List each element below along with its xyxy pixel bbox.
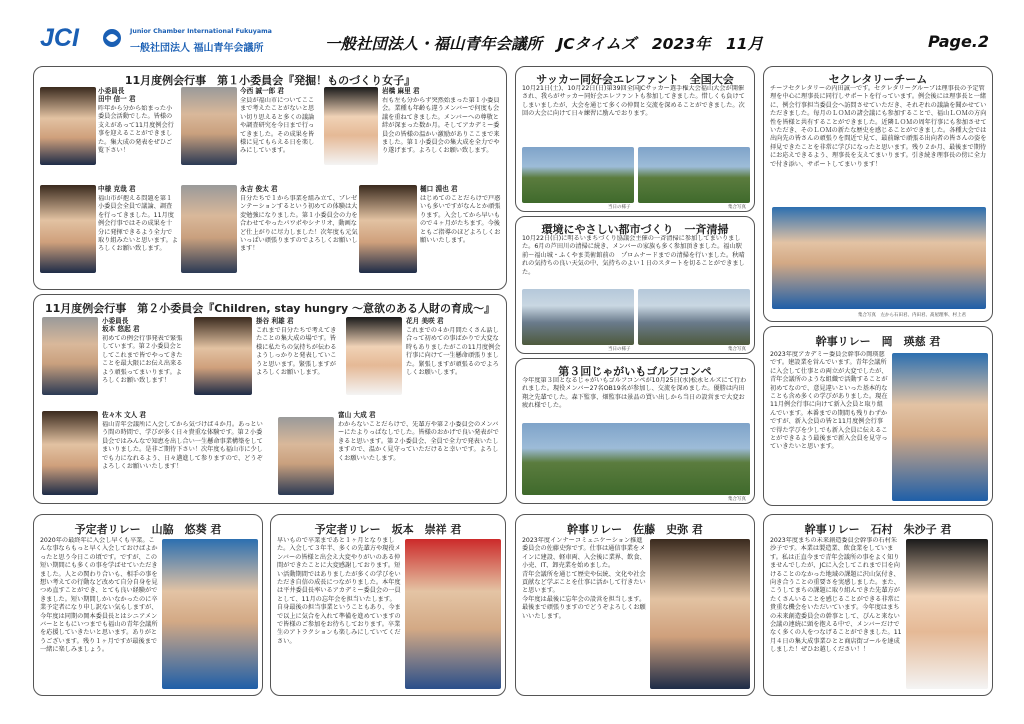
name-sakamoto: 小委員長 坂本 悠起 君 (102, 317, 140, 333)
photo-ishimura (906, 539, 988, 689)
caption: 集合写真 (728, 347, 746, 352)
jci-logo (40, 24, 128, 58)
photo-golf-group (522, 423, 750, 495)
section-title: 11月度例会行事 第２小委員会『Children, stay hungry ～意欲のある人財の育成～』 (44, 302, 496, 315)
relay-text: 早いもので卒業まであと１ヶ月となりました。入会して３年半、多くの先輩方や現役メンバーの皆様と出会え大変やりがいのある仲間ができたことに大変感謝しております。短い活動期間ではありましたが多くの学びをいただき自信の成長につながりました。本年度は平井委員長率いるアカデミー委員会の一員として、11月の忘年会を担当いたします。自身最後の担当事業ということもあり、今まで以上に気合を入れて準備を進めていますので皆様のご参加をお待ちしております。卒業生のアトラクションも楽しみにしていてください。 (277, 537, 401, 645)
section-title: 幹事リレー 岡 瑛慈 君 (815, 335, 941, 348)
photo-iwahashi (324, 87, 378, 165)
logo-text: JCI (40, 24, 79, 52)
section-title: 第３回じゃがいもゴルフコンペ (558, 365, 712, 378)
photo-tanaka (40, 87, 96, 165)
photo-kakeya (194, 317, 252, 395)
photo-imanishi (181, 87, 237, 165)
section-title: 11月度例会行事 第１小委員会『発掘！ものづくり女子』 (124, 74, 416, 87)
name-nakasama: 中様 克哉 君 (98, 185, 136, 193)
caption: 当日の様子 (608, 205, 631, 210)
relay-text: 2023年度まちの未来創造委員会幹事の石村朱沙子です。本業は製造業、飲食業をしています。私は正直今まで青年会議所の事をよく知りませんでしたが、JCに入会してこれまで目を向けることのなかった地域の課題に沢山気付き、向き合うことの重要さを実感しました。また、こうしてまちの課題に取り組んできた先輩方がたくさんいることを感じることができる非常に貴重な機会をいただいています。今年度はまちの未来創造委員会の幹事として、ぴんと来ない会議の連続に頭を抱える中で、メンバーだけでなく多くの人をつなげることができました。11月４日の集大成事業ひとと商店街ゴールを達成しました！ぜひお越しください！！ (770, 537, 902, 654)
section-title: サッカー同好会エレファント 全国大会 (536, 73, 734, 86)
section-soccer (515, 66, 755, 212)
name-tanaka: 小委員長 田中 信一 君 (98, 87, 136, 103)
soccer-text: 10月21日(土)、10月22日(日)第39回全国JCサッカー選手権大会福山大会が開催され、我らがサッカー同好会エレファントも参加してきました。惜しくも負けてしまいましたが、大会を通じて多くの仲間と交流を深めることができました。次回の大会に向けて日々練習に励んでおります。 (522, 85, 745, 118)
photo-nagayoshi (181, 185, 237, 273)
photo-cleanup-group (638, 289, 750, 345)
section-secretary (763, 66, 993, 322)
photo-higuchi (359, 185, 417, 273)
photo-sato (650, 539, 750, 689)
relay-text: 2023年度インナーコミュニケーション推進委員会の佐藤史弥です。仕事は通信事業をメインに建設、軽車両、入会後に業界、飲食、小売、IT、卸売業を始めました。 青年会議所を通じて歴史や伝統、文化や社会貢献など学ぶことを仕事に活かして行きたいと思います。 今年度は最後に忘年会の設営を担当します。最後まで頑張りますのでどうぞよろしくお願いいたします。 (522, 537, 646, 620)
text-tanaka: 昨年から分から始まった小委員会活動でした。皆様の支えがあって11月度例会行事を迎えることができました。集大成の発表をぜひご覧下さい！ (98, 105, 174, 155)
photo-oka (892, 353, 988, 501)
name-tomiyama: 富山 大成 君 (338, 411, 376, 419)
text-nagayoshi: 自分たちで１から事業を組み立て、プレゼンテーションするという初めての体験は大変勉強になりました。第１小委員会の力を合わせてやったパワポやシナリオ、動画など仕上がりに尽力しました！次年度も元気いっぱい頑張りますのでよろしくお願いします！ (240, 195, 358, 253)
photo-sakamoto (42, 317, 98, 395)
section-cleanup (515, 216, 755, 354)
photo-kagetsu (346, 317, 402, 395)
text-imanishi: 全員が福山市についてここまで考えたことがないと思い切り思えると多くの議論や調査研究を今日まで行ってきました。その成果を皆様に見てもらえる日を楽しみにしています。 (240, 97, 315, 155)
section-relay-ishimura (763, 514, 993, 696)
photo-nakasama (40, 185, 96, 273)
section-committee1 (33, 66, 507, 290)
name-higuchi: 樋口 淵也 君 (420, 185, 458, 193)
logo-emblem-icon (102, 28, 122, 48)
text-kagetsu: これまでの４か月間たくさん話し合って初めての事ばかりで大変な時もありましたがこの11月度例会行事に向けて一生懸命頑張りました。緊張しますが頑張るのでよろしくお願いします。 (406, 327, 501, 377)
section-relay-oka (763, 326, 993, 506)
text-kakeya: これまで自分たちで考えてきたことの集大成の場です。皆様に私たちの気持ちが伝わるようしっかりと発表していこうと思います。緊張しますがよろしくお願いします。 (256, 327, 337, 377)
section-golf (515, 358, 755, 504)
section-title: 幹事リレー 石村 朱沙子 君 (804, 523, 952, 536)
secretary-text: チーフセクレタリーの内田誠一です。セクレタリーグループは理事長の予定管理を中心に理事長に同行しサポートを行っています。例会後には理事長と一緒に、例会行事担当委員会へ訪問させていただき、それぞれの議論を聞かせていただきました。毎月のＬＯＭの諸会議にも参加することで、福山ＬＯＭの方向性を皆様と共有することができました。近隣ＬＯＭの周年行事にも参加させていただき、そのＬＯＭの新たな歴史を感じることができました。各種大会では出向先の皆さんの頑張りを間近で見て、最前線で頑張る出向者の皆さんの姿を拝見できたことを非常に学びになったと思います。残り２か月、最後まで期待にお応えできるよう、理事長を支えてまいります。引き続き理事長の傍に全力で付き添い、サポートしてまいります！ (770, 85, 987, 168)
section-title: 予定者リレー 坂本 崇祥 君 (314, 523, 462, 536)
photo-cleanup (522, 289, 634, 345)
caption: 集合写真 (728, 497, 746, 502)
golf-text: 今年度第３回となるじゃがいもゴルフコンペが10月25日(水)松永ヒルズにて行われました。現役メンバー27名OB19名が参加し、交流を深めました。優勝は内田翔之先輩でした。森下監事、畑監事は景品の買い出しから当日の設営まで大変お疲れ様でした。 (522, 377, 747, 410)
caption: 集合写真 左から石田君、内田君、髙屋理事、村上君 (858, 313, 966, 318)
relay-text: 2023年度アカデミー委員会幹事の岡瑛慈です。建設業を営んでいます。青年会議所に入会して仕事との両立が大変でしたが、青年会議所のような組織で活動することが初めてなので、意見違いといった基本的なことも含め多くの学びがありました。現在11月例会行事に向けて新入会員と取り組んでいます。本番までの期間も残りわずかですが、新入会員の皆と11月度例会行事で得た学びを少しでも新入会員に伝えることができるよう最後まで新入会員を見守っていきたいと思います。 (770, 351, 888, 451)
photo-tomiyama (278, 417, 334, 495)
name-kagetsu: 花月 美咲 君 (406, 317, 444, 325)
caption: 当日の様子 (608, 347, 631, 352)
name-nagayoshi: 永吉 俊太 君 (240, 185, 278, 193)
photo-sasaki (42, 411, 98, 495)
org-en: Junior Chamber International Fukuyama (130, 28, 272, 35)
name-iwahashi: 岩橋 麻里 君 (382, 87, 420, 95)
section-relay-yamawaki (33, 514, 263, 696)
newsletter-title: 一般社団法人・福山青年会議所 JCタイムズ 2023年 11月 (325, 35, 764, 53)
text-tomiyama: わからないことだらけで、先輩方や第２小委員会のメンバーにたよりっぱなしでした。皆様のおかげで良い発表ができると思います。第２小委員会、全員で全力で発表いたしますので、温かく見守っていただけると幸いです。よろしくお願いいたします。 (338, 421, 499, 462)
section-relay-sakamoto (270, 514, 506, 696)
caption: 集合写真 (728, 205, 746, 210)
text-sasaki: 福山青年会議所に入会してから気づけば４か月。あっという間の時間で、学びが多く日々貴重な体験です。第２小委員会ではみんなで知恵を出し合い一生懸命事業構築をしてまいりました。是非ご期待下さい！次年度も福山市に少しでも力になれるよう、日々邁進して参りますので、どうぞよろしくお願いいたします！ (102, 421, 263, 471)
name-imanishi: 今西 誠一郎 君 (240, 87, 285, 95)
page-number: Page.2 (928, 32, 990, 51)
relay-text: 2020年の最終年に入会し早くも卒業。こんな事ならもっと早く入会しておけばよかったと思う今日この頃です。ですが、この短い期間にも多くの事を学ばせていただきました。人との関わり合いも、相手の事を想い考えての行動など改めて自分自身を見つめ直すことができ、とても良い経験ができました。短い期間しかいなかったのに卒業予定者になり申し訳ない気もしますが、今年度は同期の岡本委員長とはシニアメンバーとともにいつまでも福山の青年会議所を応援していきたいと思います。ありがとうございます。残り１ヶ月ですが最後まで一緒に楽しみましょう。 (40, 537, 158, 654)
cleanup-text: 10月22日(日)に明るいまちづくり協議会主催の一斉清掃に参加してまいりました。6月の芦田川の清掃に続き、メンバーの家族も多く参加頂きました。福山駅前〜福山城・ふくやま美術館前の プロムナードまでの清掃を行いました。秋晴れの気持ちの良い天気の中、気持ちのよい１日のスタートを切ることができました。 (522, 235, 745, 276)
section-title: セクレタリーチーム (828, 73, 928, 86)
section-title: 予定者リレー 山脇 悠葵 君 (74, 523, 222, 536)
text-sakamoto: 初めての例会行事発表で緊張しています。第２小委員会としてこれまで皆でやってきたことを最大限にお伝え出来るよう頑張ってまいります。よろしくお願い致します！ (102, 335, 183, 385)
photo-yamawaki (162, 539, 258, 689)
section-title: 環境にやさしい都市づくり 一斉清掃 (541, 223, 729, 236)
text-iwahashi: 右も左も分からず突然始まった第１小委員会。業種も年齢も違うメンバーで何度も会議を重ねてきました。メンバーへの尊敬と絆が深まった数か月。そしてアカデミー委員会の皆様の温かい激励がありここまで来ました。第１小委員会の集大成を全力でやり遂げます。よろしくお願い致します。 (382, 97, 500, 155)
org-jp: 一般社団法人 福山青年会議所 (130, 43, 264, 54)
section-title: 幹事リレー 佐藤 史弥 君 (567, 523, 703, 536)
name-sasaki: 佐々木 文人 君 (102, 411, 147, 419)
photo-soccer-group (638, 147, 750, 203)
section-relay-sato (515, 514, 755, 696)
name-kakeya: 掛谷 利雄 君 (256, 317, 294, 325)
text-nakasama: 福山市が抱える問題を第１小委員会全員で議論、調査を行ってきました。11月度例会行事ではその成果を十分に発揮できるよう全力で取り組みたいと思います。よろしくお願い致します。 (98, 195, 178, 253)
photo-secretary-team (772, 207, 986, 309)
text-higuchi: はじめてのことだらけで戸惑いも多いですがなんとか頑張ります。入会してから早いもので４ヶ月がたちます。今後ともご指導のほどよろしくお願いいたします。 (420, 195, 501, 245)
photo-soccer-match (522, 147, 634, 203)
section-committee2 (33, 294, 507, 504)
photo-sakamoto-takayoshi (405, 539, 501, 689)
